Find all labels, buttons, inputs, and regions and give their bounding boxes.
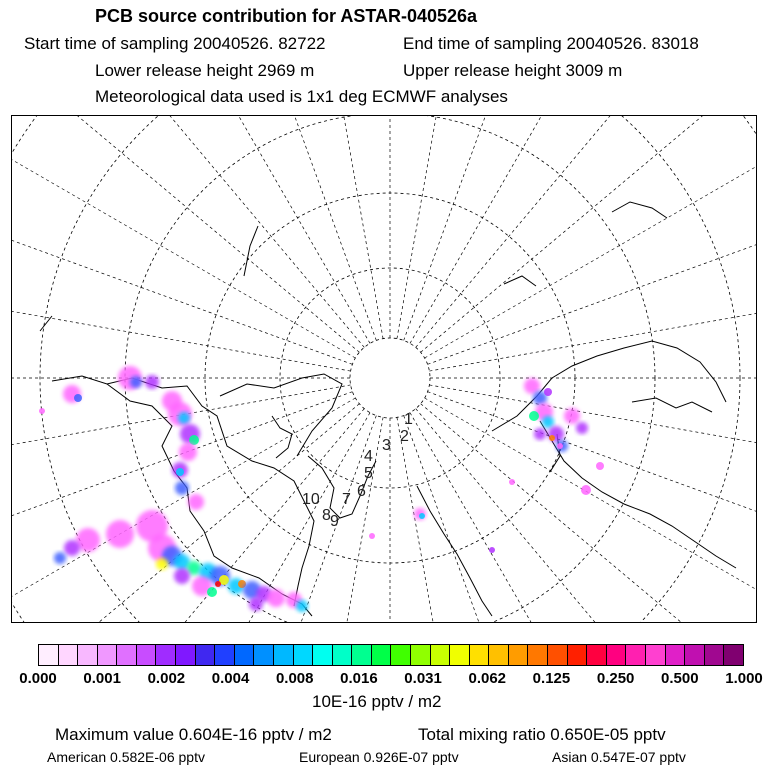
colorbar-tick-label: 1.000 (725, 670, 763, 687)
colorbar-swatch (137, 645, 157, 665)
plume-cell (596, 462, 604, 470)
meridian-line (404, 116, 698, 340)
plume-cell (74, 394, 82, 402)
colorbar-swatch (352, 645, 372, 665)
trajectory-labels (302, 411, 413, 530)
coastline-segment (632, 398, 712, 412)
colorbar-swatch (705, 645, 725, 665)
end-time-label: End time of sampling 20040526. 83018 (403, 34, 699, 53)
colorbar-swatch (587, 645, 607, 665)
plume-cell (542, 416, 554, 428)
colorbar-unit: 10E-16 pptv / m2 (312, 692, 442, 711)
latitude-circle (350, 338, 430, 418)
colorbar-swatch (509, 645, 529, 665)
colorbar-swatch (235, 645, 255, 665)
meridian-line (421, 404, 756, 622)
colorbar-tick-label: 0.125 (532, 670, 571, 687)
colorbar-swatch (254, 645, 274, 665)
colorbar-tick-label: 0.002 (147, 670, 186, 687)
meridian-line (416, 409, 756, 622)
plume-cell (557, 443, 563, 449)
meridian-line (234, 116, 383, 339)
meridian-line (410, 413, 756, 622)
lower-release-label: Lower release height 2969 m (95, 61, 315, 80)
colorbar-tick-label: 0.031 (404, 670, 442, 687)
colorbar-swatch (489, 645, 509, 665)
plume-cell (188, 494, 204, 510)
polar-map (12, 116, 756, 622)
plume-cell (564, 408, 580, 424)
meridian-line (12, 116, 355, 358)
trajectory-label: 9 (330, 513, 339, 530)
trajectory-label: 3 (382, 437, 391, 454)
colorbar-swatch (156, 645, 176, 665)
plume-cell (489, 547, 495, 553)
colorbar-tick-label: 0.062 (468, 670, 507, 687)
plot-title: PCB source contribution for ASTAR-040526a (95, 6, 478, 26)
meridian-line (428, 392, 756, 622)
colorbar-tick-label: 0.004 (211, 670, 250, 687)
meridian-line (12, 116, 359, 352)
colorbar-swatch (470, 645, 490, 665)
plume-cell (267, 589, 285, 607)
meridian-line (82, 116, 376, 340)
colorbar-tick-label: 0.001 (83, 670, 121, 687)
colorbar-tick-label: 0.000 (19, 670, 57, 687)
colorbar-tick-label: 0.016 (340, 670, 378, 687)
colorbar (38, 644, 744, 666)
plume-cell (175, 481, 189, 495)
plume-cell (39, 408, 45, 414)
colorbar-swatch (39, 645, 59, 665)
plume-cell (176, 468, 184, 476)
colorbar-swatch (98, 645, 118, 665)
meridian-line (416, 116, 756, 347)
plume-cell (576, 422, 588, 434)
trajectory-label: 6 (357, 483, 366, 500)
colorbar-swatch (78, 645, 98, 665)
meridian-line (428, 116, 756, 364)
colorbar-swatch (196, 645, 216, 665)
coastline-segment (220, 374, 342, 456)
colorbar-swatch (607, 645, 627, 665)
colorbar-swatch (685, 645, 705, 665)
meridian-line (429, 222, 756, 371)
maximum-value: Maximum value 0.604E-16 pptv / m2 (55, 725, 332, 744)
meridian-line (425, 116, 756, 358)
trajectory-label: 5 (364, 465, 373, 482)
colorbar-swatch (176, 645, 196, 665)
coastline-segment (504, 276, 536, 286)
colorbar-swatch (333, 645, 353, 665)
meteorological-data-label: Meteorological data used is 1x1 deg ECMWF analyses (95, 87, 508, 106)
colorbar-tick-label: 0.250 (596, 670, 635, 687)
asian-contribution: Asian 0.547E-07 pptv (552, 749, 686, 765)
plume-cell (529, 411, 539, 421)
colorbar-swatch (215, 645, 235, 665)
trajectory-label: 10 (302, 491, 320, 508)
plume-cell (534, 428, 546, 440)
colorbar-swatch (568, 645, 588, 665)
coastline-segment (40, 316, 52, 331)
american-contribution: American 0.582E-06 pptv (47, 749, 205, 765)
trajectory-label: 8 (322, 507, 331, 524)
plume-cell (178, 412, 190, 424)
plume-cell (174, 568, 190, 584)
latitude-circle (205, 193, 575, 563)
plume-cell (145, 375, 159, 389)
trajectory-label: 1 (404, 411, 413, 428)
meridian-line (12, 116, 364, 347)
european-contribution: European 0.926E-07 pptv (299, 749, 459, 765)
coastline-segment (612, 202, 667, 218)
plume-cell (215, 581, 221, 587)
coastlines (40, 202, 736, 616)
plume-cell (130, 376, 142, 388)
plume-cell (581, 485, 591, 495)
meridian-line (429, 385, 756, 534)
meridian-line (425, 398, 756, 622)
plume-cell (207, 587, 217, 597)
plume-cell (106, 520, 134, 548)
meridian-line (421, 116, 756, 352)
meridian-line (12, 116, 370, 343)
colorbar-tick-label: 0.500 (661, 670, 699, 687)
plume-cell (549, 435, 555, 441)
map-panel (11, 115, 757, 623)
meridian-line (12, 222, 351, 371)
colorbar-swatch (391, 645, 411, 665)
trajectory-label: 4 (364, 448, 373, 465)
colorbar-swatch (626, 645, 646, 665)
plume-cell (419, 513, 425, 519)
meridian-line (410, 116, 756, 343)
colorbar-swatch (724, 645, 743, 665)
colorbar-swatch (274, 645, 294, 665)
colorbar-tick-label: 0.008 (275, 670, 314, 687)
colorbar-swatch (117, 645, 137, 665)
colorbar-swatch (294, 645, 314, 665)
colorbar-swatch (431, 645, 451, 665)
total-mixing-ratio: Total mixing ratio 0.650E-05 pptv (418, 725, 666, 744)
colorbar-swatch (313, 645, 333, 665)
colorbar-swatch (59, 645, 79, 665)
plume-cell (179, 443, 197, 461)
plume-cell (249, 597, 263, 611)
plume-cell (64, 540, 80, 556)
colorbar-swatch (411, 645, 431, 665)
plume-cell (509, 479, 515, 485)
start-time-label: Start time of sampling 20040526. 82722 (24, 34, 326, 53)
plume-cell (296, 600, 308, 612)
colorbar-swatch (528, 645, 548, 665)
plume-cell (54, 552, 66, 564)
plume-cell (544, 388, 552, 396)
colorbar-swatch (548, 645, 568, 665)
coastline-segment (272, 416, 292, 458)
trajectory-label: 2 (400, 428, 409, 445)
plume-cell (369, 533, 375, 539)
colorbar-swatch (450, 645, 470, 665)
colorbar-swatch (666, 645, 686, 665)
plume-cell (156, 558, 168, 570)
trajectory-label: 7 (342, 491, 351, 508)
colorbar-swatch (372, 645, 392, 665)
upper-release-label: Upper release height 3009 m (403, 61, 623, 80)
colorbar-swatch (646, 645, 666, 665)
